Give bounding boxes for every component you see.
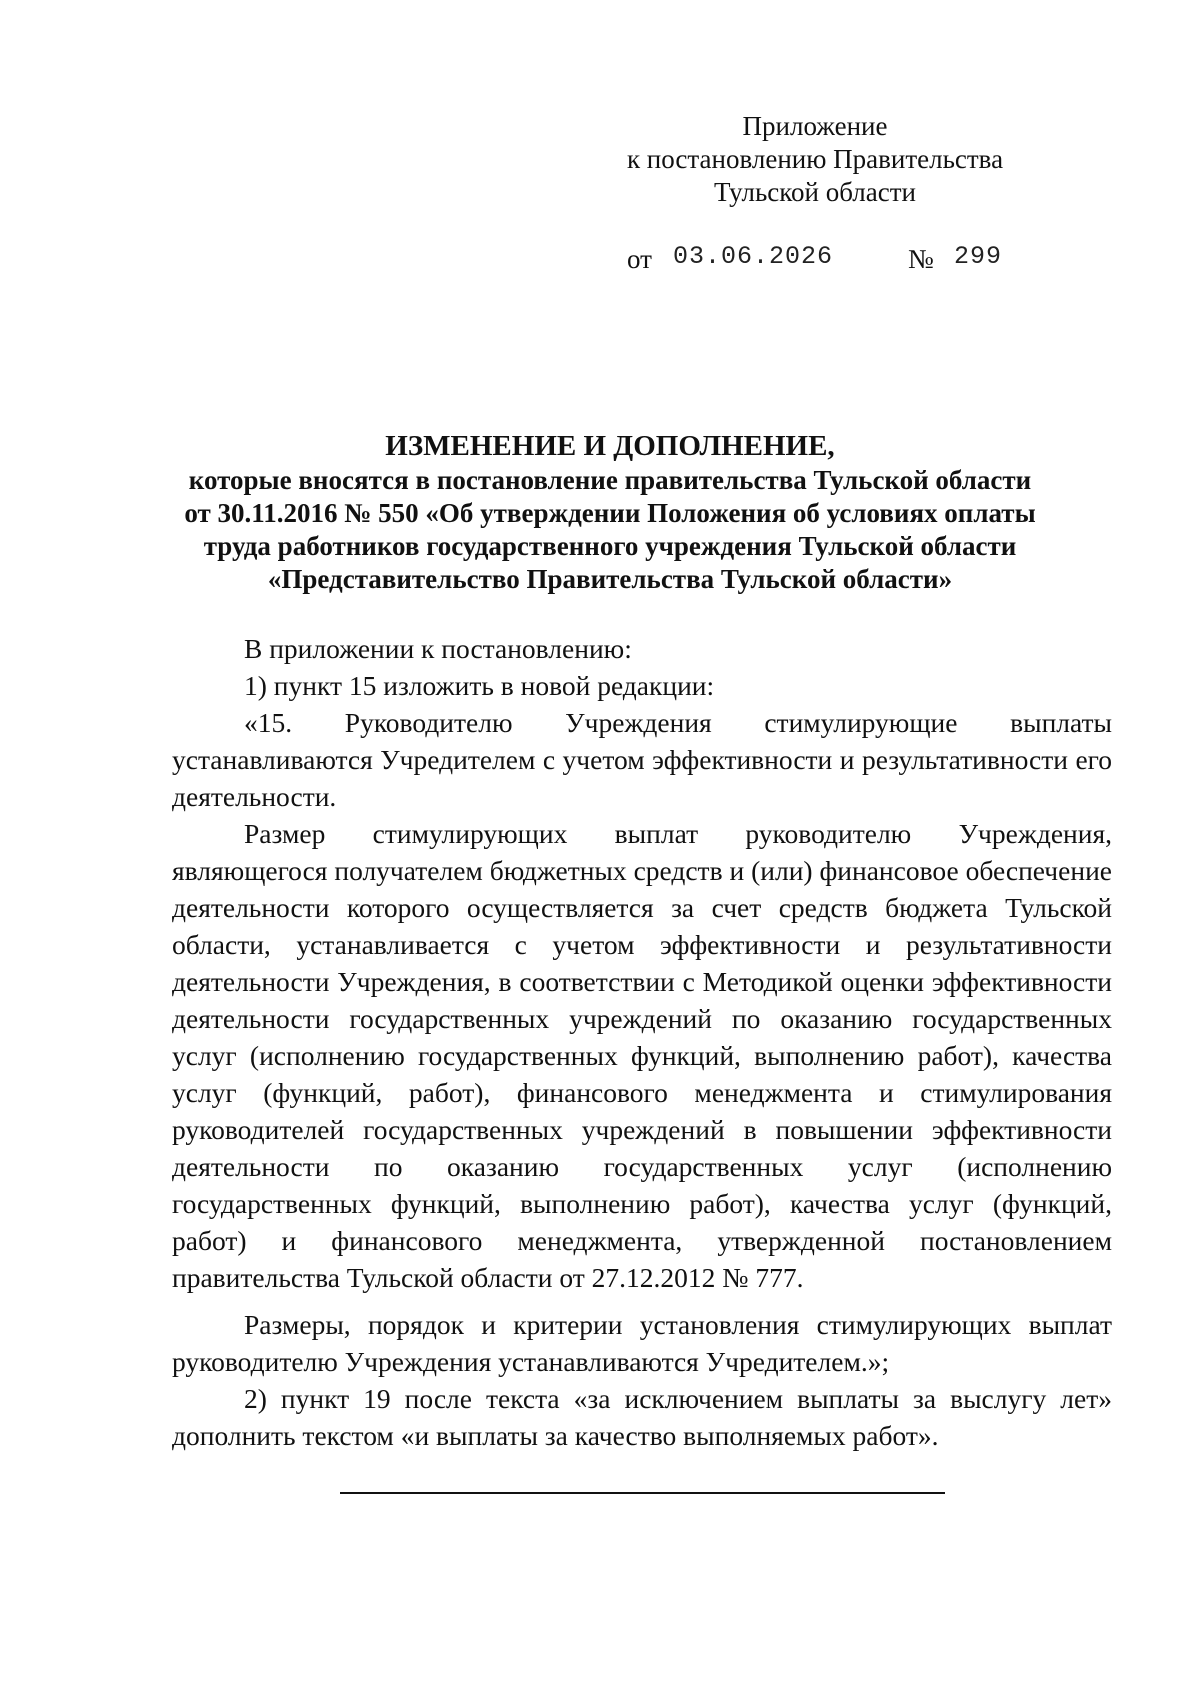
- title-line-1: ИЗМЕНЕНИЕ И ДОПОЛНЕНИЕ,: [385, 430, 835, 462]
- body-paragraph-clause-15: «15. Руководителю Учреждения стимулирующие выплаты устанавливаются Учредителем с учетом эффективности и результативности его деятельности.: [172, 707, 1112, 812]
- body-paragraph-intro: В приложении к постановлению:: [244, 633, 632, 664]
- document-title: [150, 430, 1070, 596]
- title-line-4: труда работников государственного учреждения Тульской области: [203, 531, 1017, 561]
- title-line-5: «Представительство Правительства Тульской области»: [267, 564, 953, 594]
- annex-line-1: Приложение: [742, 111, 888, 141]
- registration-date: 03.06.2026: [673, 242, 834, 271]
- annex-line-3: Тульской области: [714, 177, 916, 207]
- registration-number-label: №: [908, 244, 934, 274]
- body-paragraph-size: Размер стимулирующих выплат руководителю Учреждения, являющегося получателем бюджетных средств и (или) финансовое обеспечение деятельности которого осуществляется за счет средств бюджета Тульской области, устанавливается с учетом эффективности и результативности деятельности Учреждения, в соответствии с Методикой оценки эффективности деятельности государственных учреждений по оказанию государственных услуг (исполнению государственных функций, выполнению работ), качества услуг (функций, работ), финансового менеджмента и стимулирования руководителей государственных учреждений в повышении эффективности деятельности по оказанию государственных услуг (исполнению государственных функций, выполнению работ), качества услуг (функций, работ) и финансового менеджмента, утвержденной постановлением правительства Тульской области от 27.12.2012 № 777.: [172, 818, 1112, 1293]
- annex-line-2: к постановлению Правительства: [626, 144, 1004, 174]
- title-line-2: которые вносятся в постановление правительства Тульской области: [188, 465, 1032, 495]
- body-paragraph-item-1: 1) пункт 15 изложить в новой редакции:: [244, 670, 715, 701]
- title-line-3: от 30.11.2016 № 550 «Об утверждении Положения об условиях оплаты: [184, 498, 1036, 528]
- registration-number: 299: [954, 242, 1003, 271]
- closing-divider-line: [340, 1492, 945, 1494]
- body-paragraph-criteria: Размеры, порядок и критерии установления стимулирующих выплат руководителю Учреждения устанавливаются Учредителем.»;: [172, 1309, 1112, 1377]
- body-paragraph-item-2: 2) пункт 19 после текста «за исключением выплаты за выслугу лет» дополнить текстом «и выплаты за качество выполняемых работ».: [172, 1383, 1112, 1451]
- document-body: [172, 630, 1112, 1454]
- annex-header: [600, 110, 1030, 209]
- registration-from-label: от: [627, 244, 652, 274]
